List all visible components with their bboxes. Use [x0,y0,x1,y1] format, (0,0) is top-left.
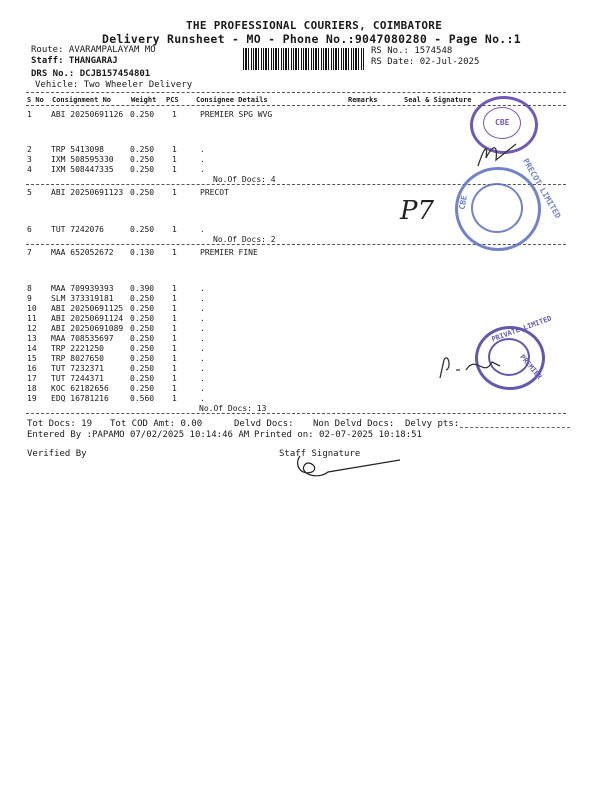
row-12: 12 ABI 20250691089 0.250 1 . [27,324,205,333]
row-15: 15 TRP 8027650 0.250 1 . [27,354,205,363]
row-2: 2 TRP 5413098 0.250 1 . [27,145,205,154]
non-delivered-docs: Non Delvd Docs: [313,419,395,429]
row-14: 14 TRP 2221250 0.250 1 . [27,344,205,353]
col-seal: Seal & Signature [404,96,472,104]
header-rule-top [26,92,566,93]
drs-number: DRS No.: DCJB157454801 [31,69,151,79]
stamp-premier-side: PREMIER [518,353,544,381]
stamp-precot [455,157,563,251]
stamp-premier-ring: PRIVATE LIMITED [490,314,553,344]
printed-on: Printed on: 02-07-2025 10:18:51 [254,430,422,440]
group-total-1: No.Of Docs: 4 [213,175,276,184]
signature-3 [436,348,506,382]
vehicle: Vehicle: Two Wheeler Delivery [35,80,193,90]
row-4: 4 IXM 508447335 0.250 1 . [27,165,205,174]
group-total-2: No.Of Docs: 2 [213,235,276,244]
col-weight: Weight [131,96,157,104]
col-remarks: Remarks [348,96,378,104]
signature-1 [472,138,522,170]
staff-signature-label: Staff Signature [279,449,361,459]
delivery-points-rule [460,427,570,428]
row-9: 9 SLM 373319181 0.250 1 . [27,294,205,303]
row-7: 7 MAA 652052672 0.130 1 PREMIER FINE [27,248,258,257]
runsheet-subtitle: Delivery Runsheet - MO - Phone No.:9047080280 - Page No.:1 [102,32,521,46]
total-cod: Tot COD Amt: 0.00 [110,419,203,429]
col-consignee: Consignee Details [196,96,268,104]
group-total-3: No.Of Docs: 13 [199,404,267,413]
stamp-cbe-1-text: CBE [495,118,510,127]
verified-by: Verified By [27,449,87,459]
col-pcs: PCS [166,96,179,104]
row-3: 3 IXM 508595330 0.250 1 . [27,155,205,164]
stamp-precot-side: CBE [457,194,469,211]
row-10: 10 ABI 20250691125 0.250 1 . [27,304,205,313]
col-sno: S No [27,96,44,104]
staff: Staff: THANGARAJ [31,56,118,66]
stamp-precot-ring: PRECOT LIMITED [520,157,563,220]
row-16: 16 TUT 7232371 0.250 1 . [27,364,205,373]
total-docs: Tot Docs: 19 [27,419,93,429]
row-5: 5 ABI 20250691123 0.250 1 PRECOT [27,188,229,197]
entered-by: Entered By :PAPAMO 07/02/2025 10:14:46 AM [27,430,250,440]
row-18: 18 KOC 62182656 0.250 1 . [27,384,205,393]
row-11: 11 ABI 20250691124 0.250 1 . [27,314,205,323]
rs-number: RS No.: 1574548 [371,46,453,56]
handwritten-initials: P7 [400,196,435,226]
row-13: 13 MAA 708535697 0.250 1 . [27,334,205,343]
delivery-points: Delvy pts: [405,419,460,429]
row-17: 17 TUT 7244371 0.250 1 . [27,374,205,383]
col-consignment: Consignment No [52,96,112,104]
row-8: 8 MAA 709939393 0.390 1 . [27,284,205,293]
staff-signature-mark [290,450,410,486]
barcode [243,48,365,70]
company-title: THE PROFESSIONAL COURIERS, COIMBATORE [186,19,443,32]
rs-date: RS Date: 02-Jul-2025 [371,57,480,67]
row-19: 19 EDQ 16781216 0.560 1 . [27,394,205,403]
delivered-docs: Delvd Docs: [234,419,294,429]
row-1: 1 ABI 20250691126 0.250 1 PREMIER SPG WVG [27,110,273,119]
group-rule-3 [26,413,566,414]
row-6: 6 TUT 7242076 0.250 1 . [27,225,205,234]
route: Route: AVARAMPALAYAM MO [31,45,156,55]
